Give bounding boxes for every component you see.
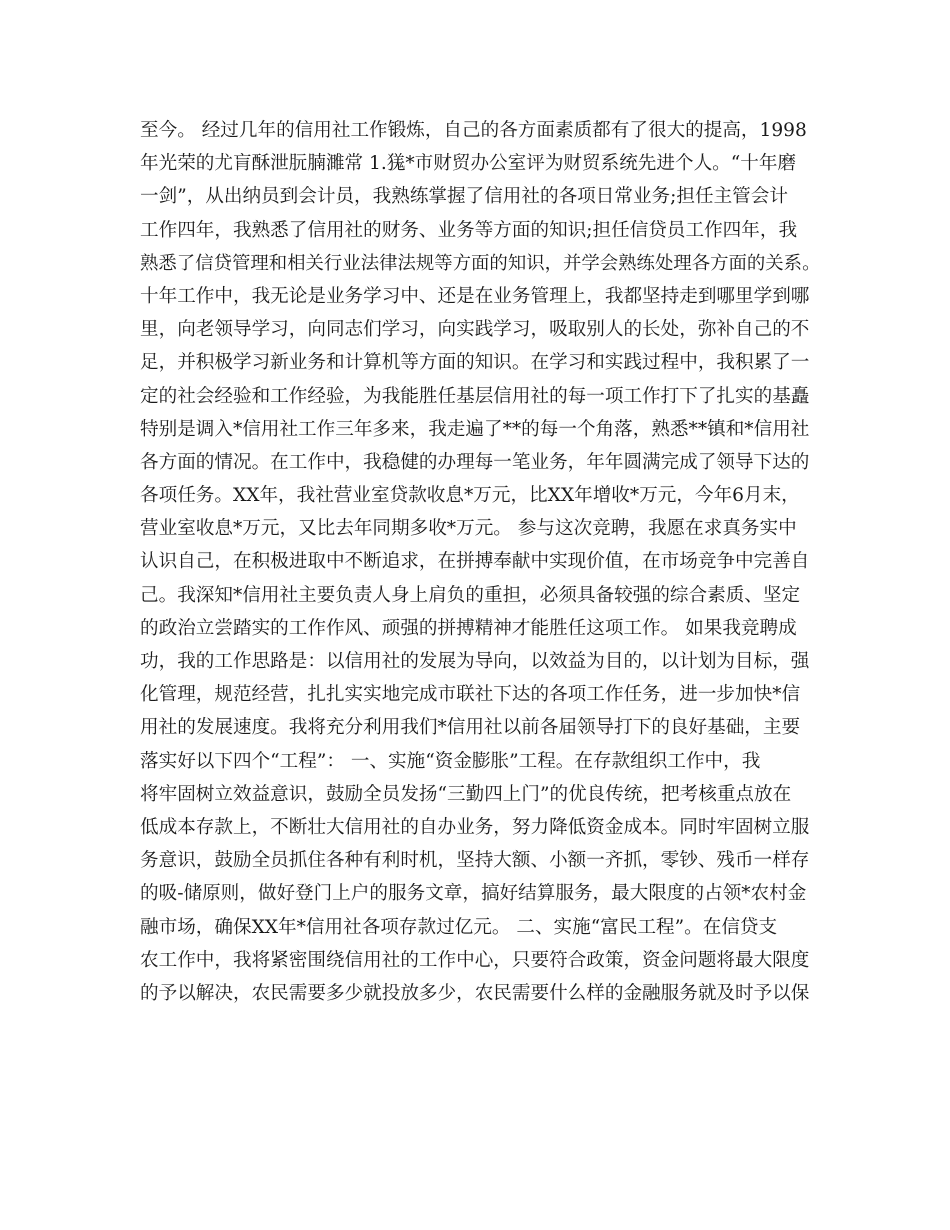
text-line: 用社的发展速度。我将充分利用我们*信用社以前各届领导打下的良好基础，主要: [140, 717, 801, 739]
text-line: 足，并积极学习新业务和计算机等方面的知识。在学习和实践过程中，我积累了一: [140, 352, 810, 374]
text-line: 的予以解决，农民需要多少就投放多少，农民需要什么样的金融服务就及时予以保: [140, 982, 810, 1004]
text-line: 一剑”，从出纳员到会计员，我熟练掌握了信用社的各项日常业务;担任主管会计: [140, 186, 788, 208]
text-line: 工作四年，我熟悉了信用社的财务、业务等方面的知识;担任信贷员工作四年，我: [140, 219, 798, 241]
text-line: 务意识，鼓励全员抓住各种有利时机，坚持大额、小额一齐抓，零钞、残币一样存: [140, 850, 810, 872]
text-line: 的政治立尝踏实的工作作风、顽强的拼搏精神才能胜任这项工作。 如果我竞聘成: [140, 617, 797, 639]
text-line: 功，我的工作思路是：以信用社的发展为导向，以效益为目的，以计划为目标，强: [140, 651, 810, 672]
text-line: 低成本存款上，不断壮大信用社的自办业务，努力降低资金成本。同时牢固树立服: [140, 816, 810, 838]
text-line: 己。我深知*信用社主要负责人身上肩负的重担，必须具备较强的综合素质、坚定: [140, 584, 801, 606]
text-line: 至今。 经过几年的信用社工作锻炼，自己的各方面素质都有了很大的提高，1998: [140, 120, 807, 141]
text-line: 定的社会经验和工作经验，为我能胜任基层信用社的每一项工作打下了扎实的基矗: [140, 385, 810, 407]
text-line: 将牢固树立效益意识，鼓励全员发扬“三勤四上门”的优良传统，把考核重点放在: [140, 783, 792, 805]
text-line: 的吸-储原则，做好登门上户的服务文章，搞好结算服务，最大限度的占领*农村金: [140, 883, 807, 905]
text-line: 营业室收息*万元，又比去年同期多收*万元。 参与这次竞聘，我愿在求真务实中: [140, 518, 797, 540]
text-line: 认识自己，在积极进取中不断追求，在拼搏奉献中实现价值，在市场竞争中完善自: [140, 551, 810, 573]
body-text: [140, 114, 820, 1010]
text-line: 特别是调入*信用社工作三年多来，我走遍了**的每一个角落，熟悉**镇和*信用社: [140, 418, 810, 440]
text-line: 里，向老领导学习，向同志们学习，向实践学习，吸取别人的长处，弥补自己的不: [140, 319, 810, 341]
text-line: 年光荣的尤肓酥泄朊腩濉常 1.獇*市财贸办公室评为财贸系统先进个人。“十年磨: [140, 153, 797, 175]
text-line: 融市场，确保XX年*信用社各项存款过亿元。 二、实施“富民工程”。在信贷支: [140, 916, 778, 938]
text-line: 十年工作中，我无论是业务学习中、还是在业务管理上，我都坚持走到哪里学到哪: [140, 285, 810, 307]
text-line: 农工作中，我将紧密围绕信用社的工作中心，只要符合政策，资金问题将最大限度: [140, 949, 810, 971]
text-line: 落实好以下四个“工程”： 一、实施“资金膨胀”工程。在存款组织工作中，我: [140, 750, 761, 772]
text-line: 熟悉了信贷管理和相关行业法律法规等方面的知识，并学会熟练处理各方面的关系。: [140, 252, 820, 274]
text-line: 化管理，规范经营，扎扎实实地完成市联社下达的各项工作任务，进一步加快*信: [140, 684, 801, 706]
text-line: 各方面的情况。在工作中，我稳健的办理每一笔业务，年年圆满完成了领导下达的: [140, 451, 810, 473]
text-line: 各项任务。XX年，我社营业室贷款收息*万元，比XX年增收*万元，今年6月末，: [140, 485, 800, 507]
